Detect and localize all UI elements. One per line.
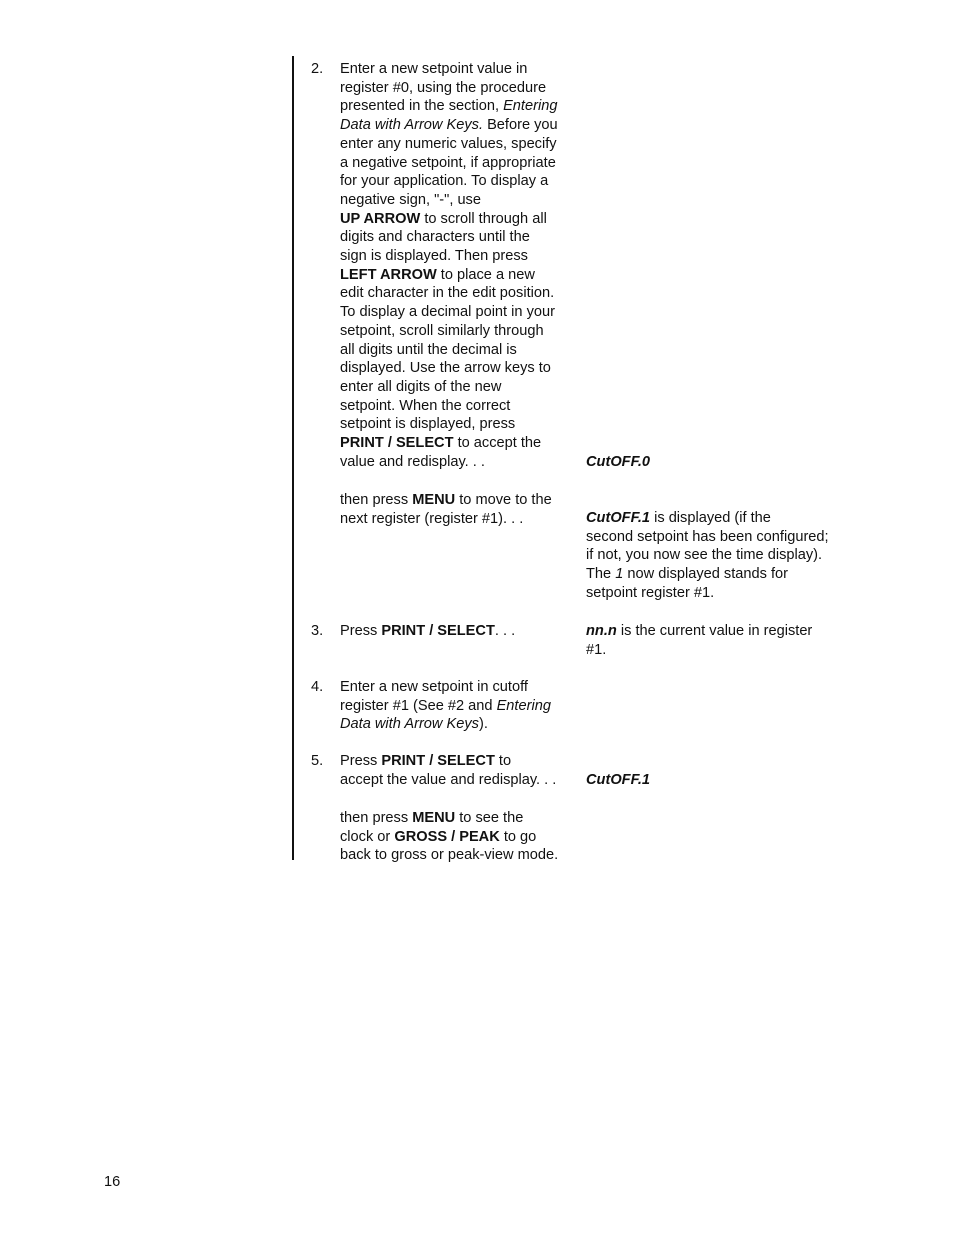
step-5-then-text: then press MENU to see the clock or GROSS / PEAK to go back to gross or peak-view mode.: [340, 810, 559, 864]
step-3-number: 3.: [311, 623, 324, 639]
page-number: 16: [104, 1174, 121, 1190]
step-3-text: Press PRINT / SELECT. . .: [340, 623, 516, 639]
step-3-result: nn.n is the current value in register #1.: [586, 623, 813, 658]
step-5-result: CutOFF.1: [586, 772, 651, 788]
step-2-then-result: CutOFF.1 is displayed (if the second setpoint has been configured; if not, you now see the time display). The 1 now displayed stands for setpoint register #1.: [586, 510, 829, 601]
change-bar: [292, 56, 294, 860]
step-2-number: 2.: [311, 61, 324, 77]
step-2-then-text: then press MENU to move to the next register (register #1). . .: [340, 492, 552, 527]
step-4-number: 4.: [311, 679, 324, 695]
step-2-result: CutOFF.0: [586, 454, 651, 470]
step-5-number: 5.: [311, 753, 324, 769]
step-5-text: Press PRINT / SELECT to accept the value and redisplay. . .: [340, 753, 557, 788]
step-4-text: Enter a new setpoint in cutoff register #1 (See #2 and Entering Data with Arrow Keys).: [340, 679, 551, 733]
step-2-text: Enter a new setpoint value in register #0, using the procedure presented in the section, Entering Data with Arrow Keys. Before you enter any numeric values, specify a negative setpoint, if appropriate for your application. To display a negative sign, "-", use UP ARROW to scroll through all digits and characters until the sign is displayed. Then press LEFT ARROW to place a new edit character in the edit position. To display a decimal point in your setpoint, scroll similarly through all digits until the decimal is displayed. Use the arrow keys to enter all digits of the new setpoint. When the correct setpoint is displayed, press PRINT / SELECT to accept the value and redisplay. . .: [340, 61, 558, 470]
